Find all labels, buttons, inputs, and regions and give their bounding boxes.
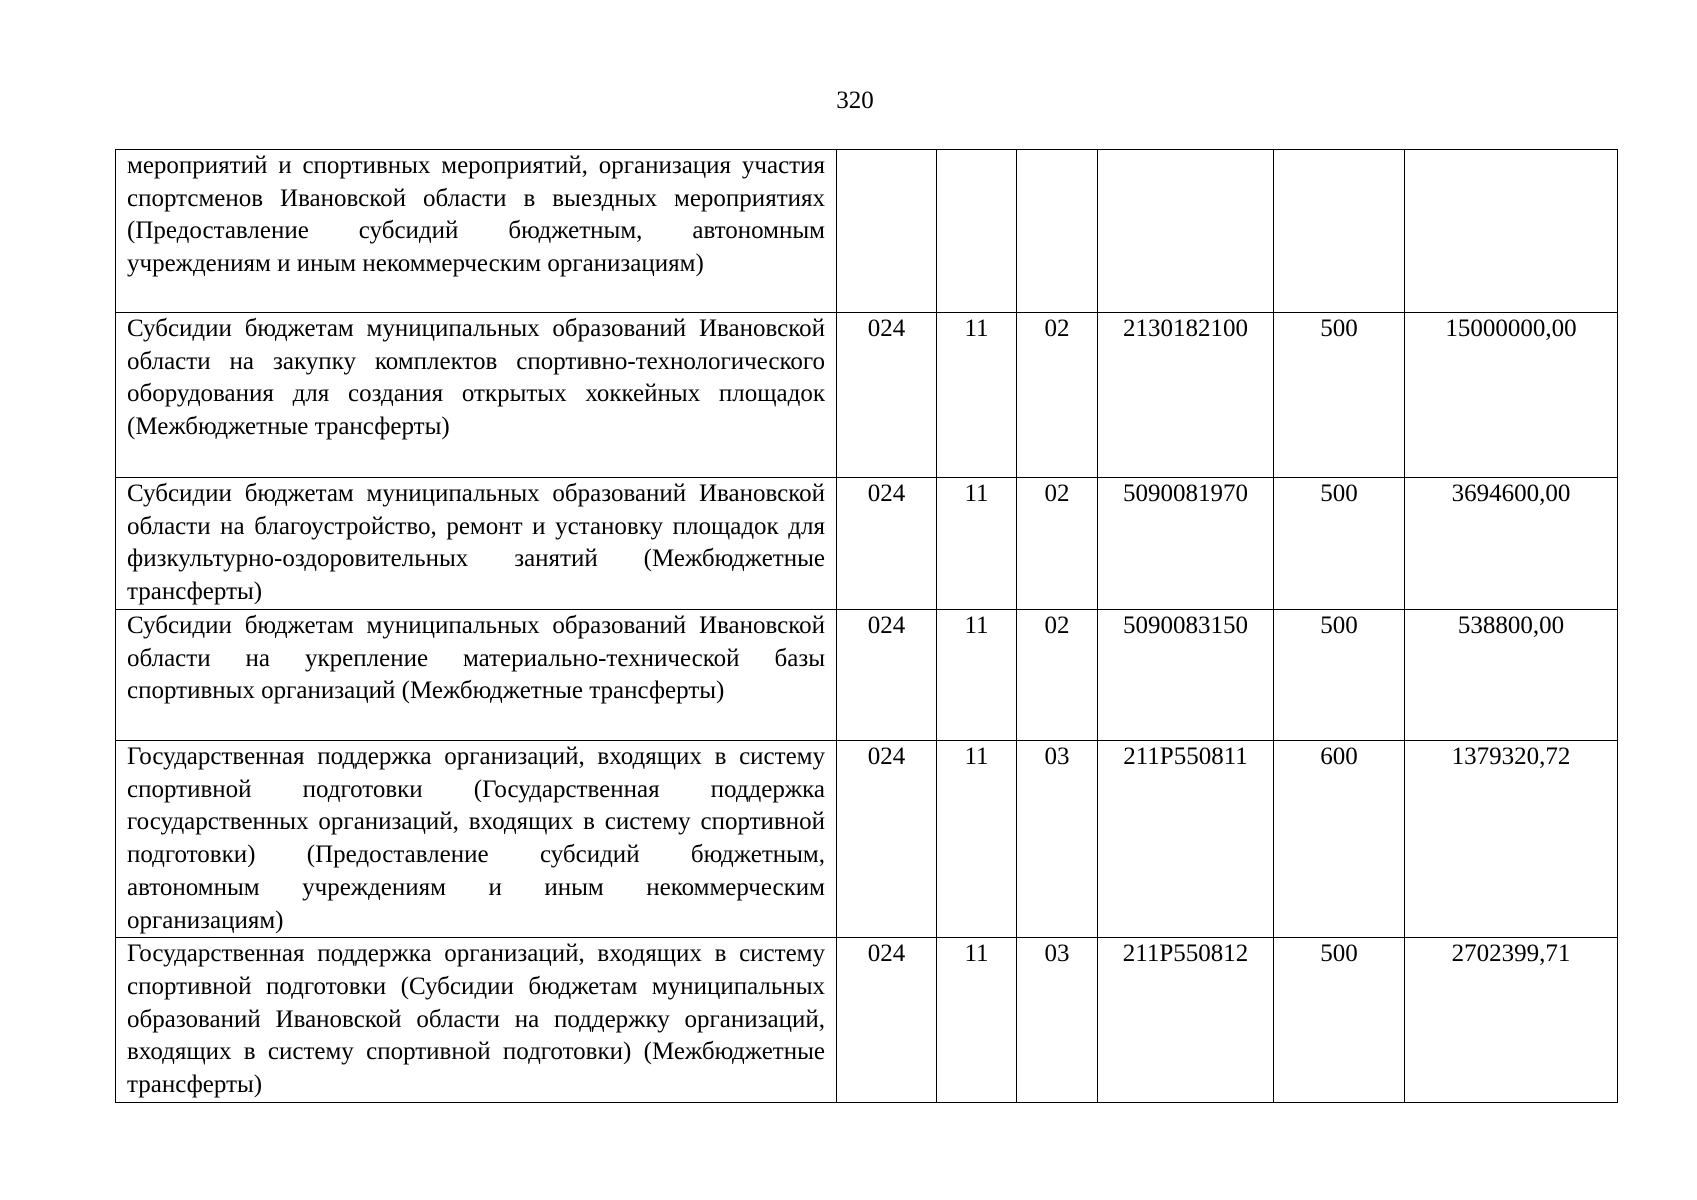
row-ministry-code: 024	[837, 741, 937, 938]
row-subsection-code: 03	[1017, 741, 1098, 938]
row-expense-type: 500	[1274, 313, 1405, 478]
row-section-code: 11	[937, 610, 1017, 741]
row-amount: 15000000,00	[1405, 313, 1618, 478]
row-amount: 2702399,71	[1405, 938, 1618, 1103]
row-amount: 538800,00	[1405, 610, 1618, 741]
table-row	[116, 610, 1618, 741]
row-description: Государственная поддержка организаций, входящих в систему спортивной подготовки (Субсидии бюджетам муниципальных образований Ивановской области на поддержку организаций, входящих в систему спортивной подготовки) (Межбюджетные трансферты)	[116, 938, 837, 1103]
row-target-article: 2130182100	[1098, 313, 1274, 478]
budget-table	[115, 149, 1618, 1103]
row-target-article	[1098, 150, 1274, 313]
row-expense-type: 500	[1274, 938, 1405, 1103]
row-expense-type: 500	[1274, 478, 1405, 610]
row-description: Субсидии бюджетам муниципальных образований Ивановской области на благоустройство, ремонт и установку площадок для физкультурно-оздоровительных занятий (Межбюджетные трансферты)	[116, 478, 837, 610]
row-subsection-code: 02	[1017, 313, 1098, 478]
row-section-code	[937, 150, 1017, 313]
row-ministry-code: 024	[837, 610, 937, 741]
row-ministry-code: 024	[837, 478, 937, 610]
table-row	[116, 741, 1618, 938]
row-target-article: 5090083150	[1098, 610, 1274, 741]
row-expense-type: 600	[1274, 741, 1405, 938]
row-section-code: 11	[937, 938, 1017, 1103]
row-section-code: 11	[937, 478, 1017, 610]
row-section-code: 11	[937, 741, 1017, 938]
row-subsection-code	[1017, 150, 1098, 313]
row-subsection-code: 03	[1017, 938, 1098, 1103]
row-ministry-code: 024	[837, 938, 937, 1103]
table-row	[116, 478, 1618, 610]
row-subsection-code: 02	[1017, 610, 1098, 741]
row-section-code: 11	[937, 313, 1017, 478]
table-row	[116, 938, 1618, 1103]
row-ministry-code: 024	[837, 313, 937, 478]
row-target-article: 211P550811	[1098, 741, 1274, 938]
row-expense-type	[1274, 150, 1405, 313]
row-amount: 1379320,72	[1405, 741, 1618, 938]
table-row	[116, 150, 1618, 313]
row-target-article: 211P550812	[1098, 938, 1274, 1103]
page-number: 320	[836, 87, 874, 114]
row-target-article: 5090081970	[1098, 478, 1274, 610]
row-description: Государственная поддержка организаций, входящих в систему спортивной подготовки (Государственная поддержка государственных организаций, входящих в систему спортивной подготовки) (Предоставление субсидий бюджетным, автономным учреждениям и иным некоммерческим организациям)	[116, 741, 837, 938]
row-description: мероприятий и спортивных мероприятий, организация участия спортсменов Ивановской области в выездных мероприятиях (Предоставление субсидий бюджетным, автономным учреждениям и иным некоммерческим организациям)	[116, 150, 837, 313]
row-expense-type: 500	[1274, 610, 1405, 741]
table-row	[116, 313, 1618, 478]
row-description: Субсидии бюджетам муниципальных образований Ивановской области на укрепление материально-технической базы спортивных организаций (Межбюджетные трансферты)	[116, 610, 837, 741]
row-description: Субсидии бюджетам муниципальных образований Ивановской области на закупку комплектов спортивно-технологического оборудования для создания открытых хоккейных площадок (Межбюджетные трансферты)	[116, 313, 837, 478]
row-ministry-code	[837, 150, 937, 313]
row-amount	[1405, 150, 1618, 313]
row-subsection-code: 02	[1017, 478, 1098, 610]
row-amount: 3694600,00	[1405, 478, 1618, 610]
